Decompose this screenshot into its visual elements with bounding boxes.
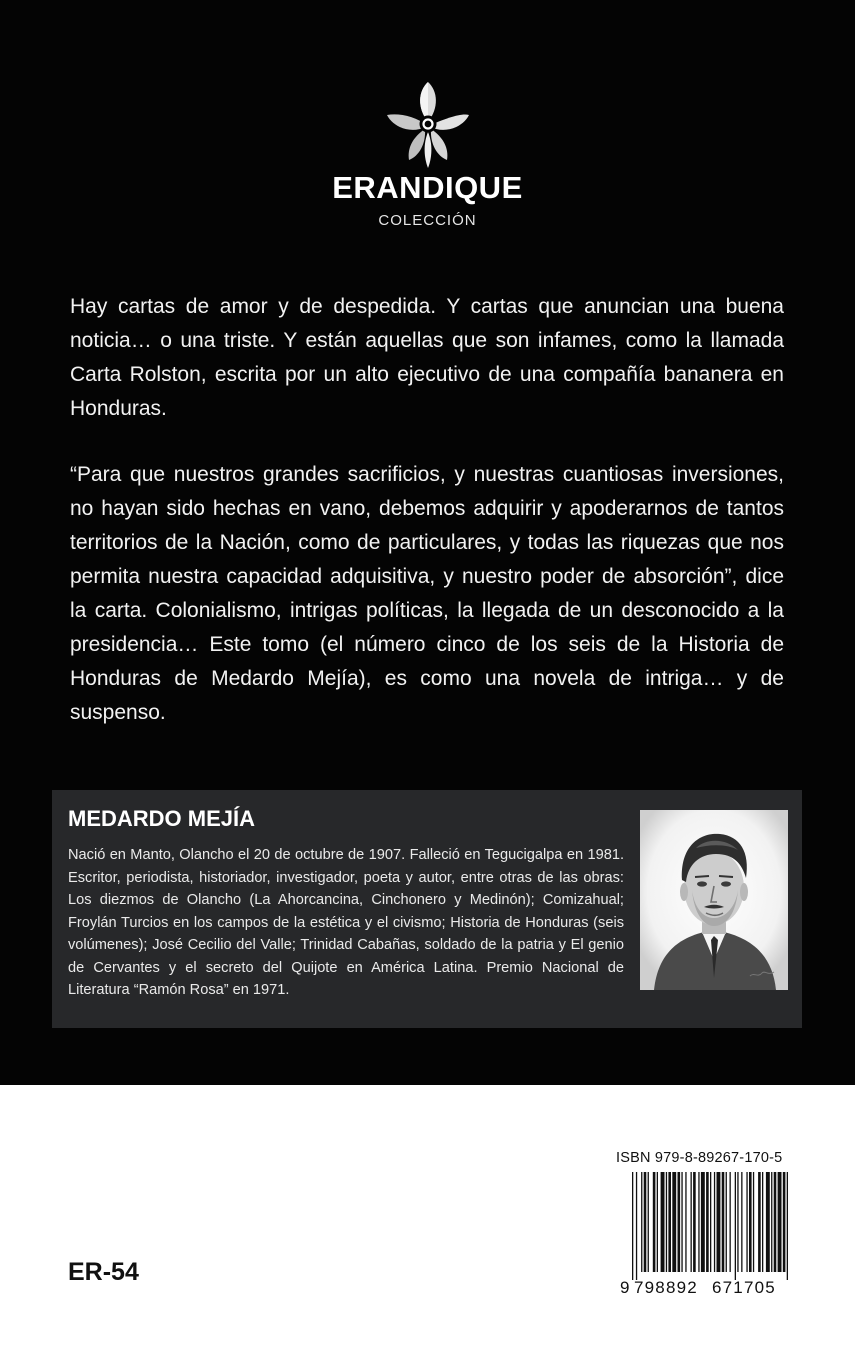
barcode-bar [717, 1172, 721, 1272]
barcode-bar [749, 1172, 752, 1272]
isbn-barcode [604, 1140, 800, 1300]
barcode-bar [698, 1172, 699, 1272]
barcode-bar [681, 1172, 682, 1272]
barcode-bar [672, 1172, 676, 1272]
collection-subtitle: COLECCIÓN [378, 212, 477, 229]
flower-icon [387, 82, 469, 168]
barcode-bar [691, 1172, 692, 1272]
barcode-bar [657, 1172, 658, 1272]
collection-code: ER-54 [68, 1258, 139, 1286]
barcode-bar [722, 1172, 725, 1272]
barcode-bar [641, 1172, 642, 1272]
barcode-bar [706, 1172, 709, 1272]
collection-name: ERANDIQUE [332, 170, 523, 205]
barcode-digit-prefix: 9 [620, 1278, 630, 1296]
barcode-bar [741, 1172, 742, 1272]
barcode-bar [753, 1172, 754, 1272]
synopsis-paragraph-1: Hay cartas de amor y de despedida. Y cartas que anuncian una buena noticia… o una triste. Y están aquellas que son infames, como la llamada Carta Rolston, escrita por un alto ejecutivo de una compañía bananera en Honduras. [70, 295, 784, 420]
barcode-bar [787, 1172, 788, 1280]
barcode-bar [701, 1172, 705, 1272]
barcode-bar [678, 1172, 681, 1272]
barcode-bar [771, 1172, 772, 1272]
barcode-bar [648, 1172, 649, 1272]
barcode-digits-left: 798892 [634, 1278, 698, 1296]
isbn-label: ISBN 979-8-89267-170-5 [616, 1150, 783, 1166]
barcode-bar [661, 1172, 665, 1272]
barcode-bar [735, 1172, 736, 1280]
barcode-digits-right: 671705 [712, 1278, 776, 1296]
author-portrait-illustration [640, 810, 788, 990]
barcode-bar [758, 1172, 761, 1272]
barcode-bar [668, 1172, 671, 1272]
barcode-bar [778, 1172, 782, 1272]
synopsis-paragraph-2: “Para que nuestros grandes sacrificios, y nuestras cuantiosas inversiones, no hayan sido hechas en vano, debemos adquirir y apoderarnos de tantos territorios de la Nación, como de particulares, y todas las riquezas que nos permita nuestra capacidad adquisitiva, y nuestro poder de absorción”, dice la carta. Colonialismo, intrigas políticas, la llegada de un desconocido a la presidencia… Este tomo (el número cinco de los seis de la Historia de Honduras de Medardo Mejía), es como una novela de intriga… y de suspenso. [70, 463, 784, 724]
author-bio-panel [52, 790, 802, 1028]
barcode-bar [644, 1172, 647, 1272]
barcode-bar [714, 1172, 715, 1272]
barcode-bar [762, 1172, 763, 1272]
barcode-bar [653, 1172, 656, 1272]
barcode-bar [693, 1172, 696, 1272]
barcode-bar [746, 1172, 747, 1272]
barcode-icon [620, 1172, 794, 1296]
barcode-bar [666, 1172, 667, 1272]
barcode-bar [783, 1172, 786, 1272]
barcode-bar [730, 1172, 731, 1272]
author-name: MEDARDO MEJÍA [68, 806, 256, 831]
barcode-bar [726, 1172, 727, 1272]
barcode-bar [636, 1172, 637, 1280]
author-bio-text: Nació en Manto, Olancho el 20 de octubre de 1907. Falleció en Tegucigalpa en 1981. Escritor, periodista, historiador, investigador, poeta y autor, entre otras de las obras: Los diezmos de Olancho (La Ahorcancina, Cinchonero y Medinón); Comizahual; Froylán Turcios en los campos de la estética y el civismo; Historia de Honduras (seis volúmenes); José Cecilio del Valle; Trinidad Cabañas, soldado de la patria y El genio de Cervantes y el secreto del Quijote en América Latina. Premio Nacional de Literatura “Ramón Rosa” en 1971. [68, 847, 624, 998]
barcode-bar [774, 1172, 777, 1272]
barcode-bar [766, 1172, 770, 1272]
barcode-bar [710, 1172, 711, 1272]
barcode-bar [737, 1172, 738, 1272]
barcode-bar [632, 1172, 633, 1280]
barcode-bar [685, 1172, 686, 1272]
